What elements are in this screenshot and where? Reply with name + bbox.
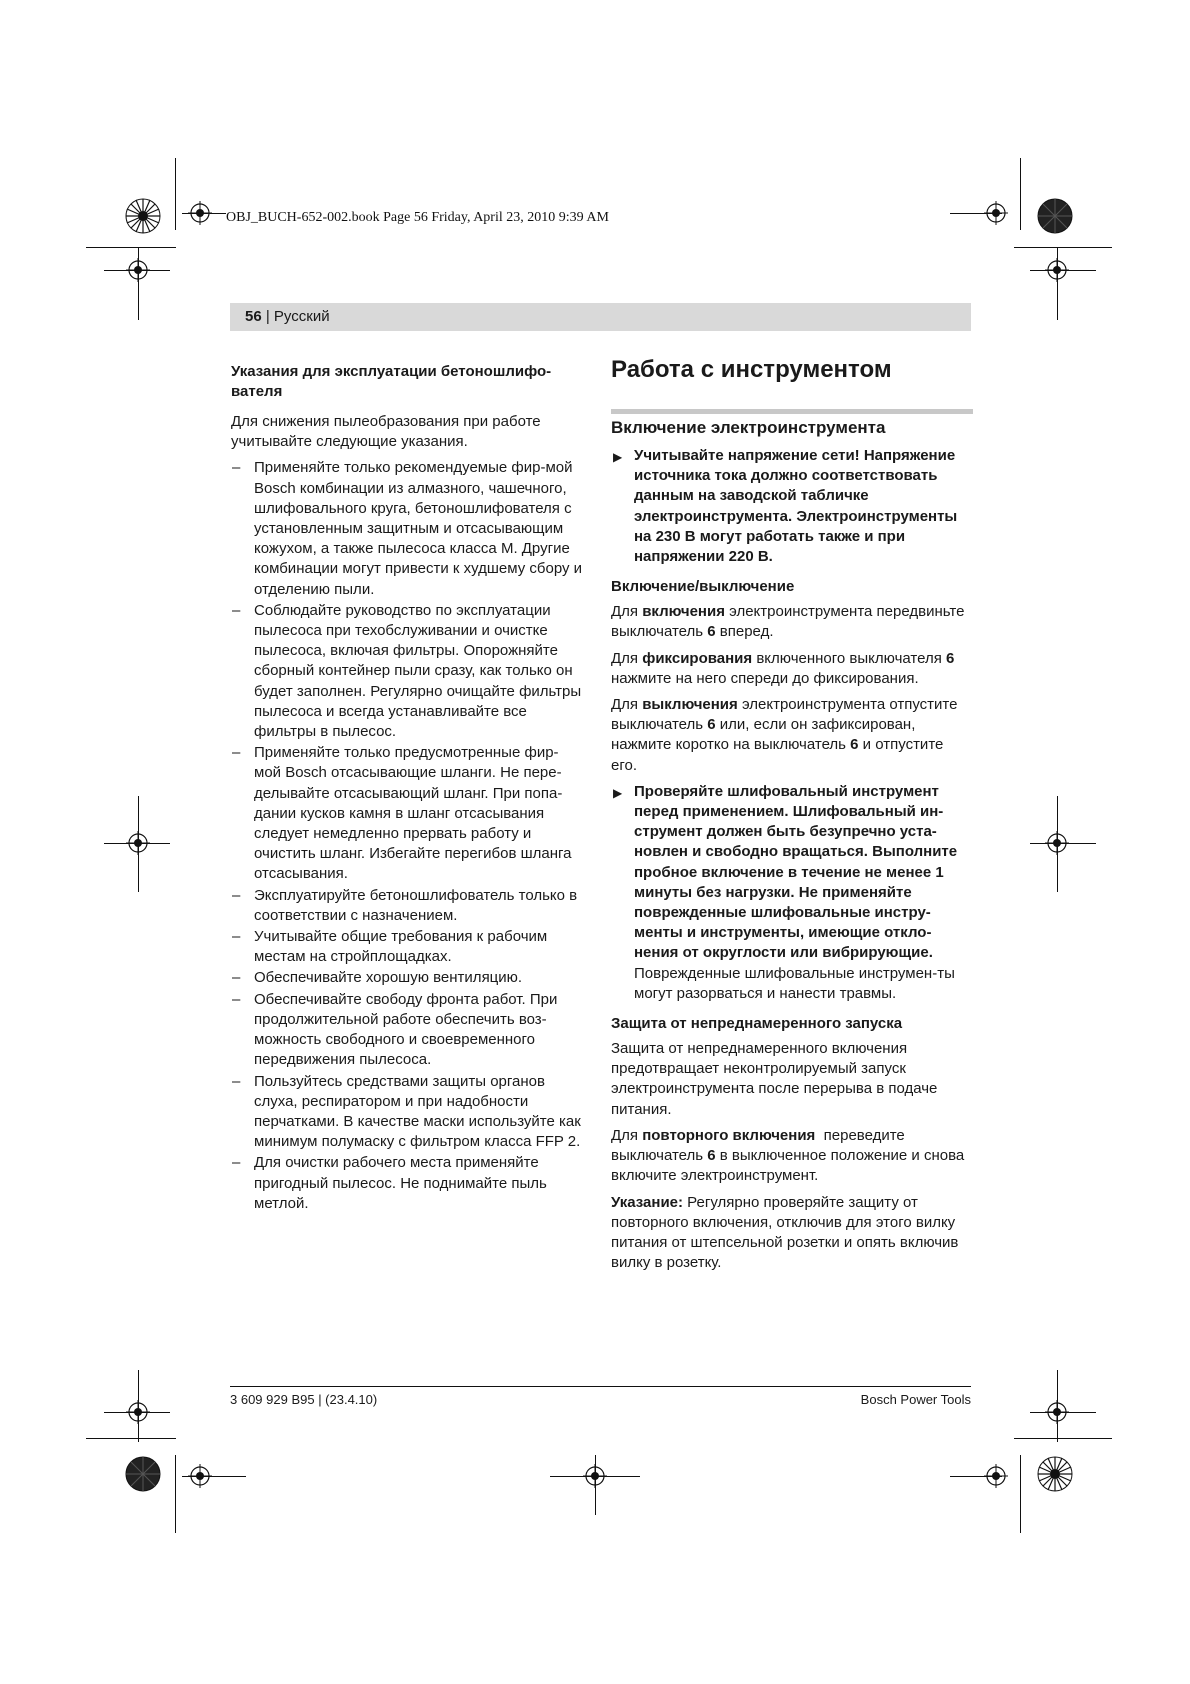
dash-bullet: –: [232, 886, 241, 904]
text: электроинструмента передвиньте выключатель: [611, 603, 965, 641]
emphasis: включения: [642, 603, 725, 621]
arrow-bullet-icon: ▶: [613, 450, 623, 464]
emphasis: повторного включения: [642, 1126, 816, 1144]
emphasis: фиксирования: [642, 649, 753, 667]
registration-disk-icon: [125, 198, 161, 234]
dash-bullet: –: [232, 601, 241, 619]
dash-bullet: –: [232, 459, 241, 477]
crop-line: [1014, 1438, 1112, 1439]
text: в выключенное положение и снова включите электроинструмент.: [611, 1147, 965, 1185]
paragraph-restart: [611, 1126, 973, 1187]
emphasis: выключения: [642, 696, 738, 714]
dash-bullet: –: [232, 744, 241, 762]
warning-item: [611, 782, 973, 1004]
note-label: Указание:: [611, 1193, 684, 1211]
crop-line: [86, 1438, 176, 1439]
part-number: 6: [945, 649, 955, 667]
list-item-text: Применяйте только рекомендуемые фир-мой Bosch комбинации из алмазного, чашечного, шлифовального круга, бетоношлифователя с установленным защитным и отсасывающим кожухом, а также пылесоса класса М. Другие комбинации могут привести к худшему сбору и отделению пыли.: [254, 459, 583, 598]
registration-disk-icon: [125, 1456, 161, 1492]
crop-line: [1020, 1455, 1021, 1533]
left-column: [231, 362, 585, 1215]
subheading: Включение/выключение: [611, 578, 795, 596]
list-item-text: Соблюдайте руководство по эксплуатации пылесоса при техобслуживании и очистке пылесоса, включая фильтры. Опорожняйте сборный контейнер пыли сразу, как только он будет заполнен. Регулярно очищайте фильтры пылесоса и всегда устанавливайте все фильтры в пылесос.: [254, 601, 582, 741]
section-heading: Включение электроинструмента: [611, 409, 973, 439]
text: Для: [611, 603, 643, 621]
list-item-text: Эксплуатируйте бетоношлифователь только в соответствии с назначением.: [254, 886, 578, 924]
crosshair-icon: [1045, 1400, 1069, 1424]
list-item: [231, 1072, 585, 1153]
note-paragraph: [611, 1193, 973, 1274]
paragraph-switch-off: [611, 695, 973, 776]
warning-text: Учитывайте напряжение сети! Напряжение источника тока должно соответствовать данным на заводской табличке электроинструмента. Электроинструменты на 230 В могут работать также и при напряжении 220 В.: [634, 447, 958, 566]
dash-bullet: –: [232, 1154, 241, 1172]
subheading: Защита от непреднамеренного запуска: [611, 1015, 903, 1033]
part-number: 6: [707, 716, 716, 734]
file-slug: OBJ_BUCH-652-002.book Page 56 Friday, April 23, 2010 9:39 AM: [226, 210, 609, 225]
part-number: 6: [707, 623, 716, 641]
registration-disk-icon: [1037, 1456, 1073, 1492]
text: переведите выключатель: [611, 1126, 909, 1165]
section-heading: Указания для эксплуатации бетоношлифо-вателя: [231, 363, 552, 400]
dash-bullet: –: [232, 928, 241, 946]
page-header: [230, 303, 971, 331]
list-item-text: Пользуйтесь средствами защиты органов слуха, респиратором и при надобности перчатками. В качестве маски используйте как минимум полумаску с фильтром класса FFP 2.: [254, 1072, 581, 1151]
dash-bullet: –: [232, 969, 241, 987]
list-item: [231, 886, 585, 926]
header-separator: |: [261, 308, 274, 325]
dash-bullet: –: [232, 990, 241, 1008]
paragraph-switch-on: [611, 602, 973, 642]
list-item: [231, 601, 585, 742]
list-item-text: Применяйте только предусмотренные фир-мой Bosch отсасывающие шланги. Не пере-делывайте отсасывающий шланг. При попа-дании кусков камня в шланг отсасывания следует немедленно прервать работу и очистить шланг. Избегайте перегибов шланга отсасывания.: [254, 744, 572, 883]
header-language: Русский: [273, 308, 330, 325]
crosshair-icon: [126, 258, 150, 282]
crosshair-icon: [1045, 831, 1069, 855]
text: включенного выключателя: [752, 649, 946, 667]
crosshair-icon: [188, 1464, 212, 1488]
text: и отпустите его.: [611, 736, 944, 774]
chapter-title: Работа с инструментом: [611, 356, 892, 383]
footer-doc-number: 3 609 929 B95 | (23.4.10): [230, 1392, 378, 1407]
crosshair-icon: [126, 831, 150, 855]
list-item: [231, 1153, 585, 1214]
part-number: 6: [707, 1147, 716, 1165]
text: Для: [611, 1126, 643, 1144]
list-item-text: Для очистки рабочего места применяйте пригодный пылесос. Не поднимайте пыль метлой.: [254, 1154, 547, 1212]
list-item-text: Учитывайте общие требования к рабочим местам на стройплощадках.: [254, 928, 548, 966]
arrow-bullet-icon: ▶: [613, 785, 623, 800]
footer-rule: [230, 1386, 971, 1387]
page-number: 56: [245, 308, 262, 325]
instruction-list: [231, 458, 585, 1214]
list-item: [231, 968, 585, 988]
warning-text: Проверяйте шлифовальный инструмент перед применением. Шлифовальный ин-струмент должен быть безупречно уста-новлен и свободно вращаться. Выполните пробное включение в течение не менее 1 минуты без нагрузки. Не применяйте поврежденные шлифовальные инстру-менты и инструменты, имеющие откло-нения от округлости или вибрирующие.: [634, 782, 958, 962]
crosshair-icon: [984, 201, 1008, 225]
list-item: [231, 990, 585, 1071]
text: Для: [611, 696, 643, 714]
text: вперед.: [715, 623, 774, 641]
crop-line: [86, 247, 176, 248]
text: или, если он зафиксирован, нажмите коротко на выключатель: [611, 716, 916, 754]
list-item-text: Обеспечивайте хорошую вентиляцию.: [254, 969, 523, 987]
dash-bullet: –: [232, 1072, 241, 1090]
intro-paragraph: Для снижения пылеобразования при работе учитывайте следующие указания.: [231, 413, 541, 451]
crosshair-icon: [1045, 258, 1069, 282]
warning-consequence: Поврежденные шлифовальные инструмен-ты могут разорваться и нанести травмы.: [634, 964, 955, 1002]
crop-line: [1020, 158, 1021, 230]
text: электроинструмента отпустите выключатель: [611, 696, 958, 734]
crosshair-icon: [188, 201, 212, 225]
warning-item: [611, 446, 973, 567]
footer-brand: Bosch Power Tools: [860, 1392, 971, 1407]
registration-disk-icon: [1037, 198, 1073, 234]
crosshair-icon: [126, 1400, 150, 1424]
list-item: [231, 743, 585, 884]
crop-line: [175, 1455, 176, 1533]
list-item-text: Обеспечивайте свободу фронта работ. При продолжительной работе обеспечить воз-можность свободного и своевременного передвижения пылесоса.: [254, 990, 558, 1069]
list-item: [231, 458, 585, 599]
part-number: 6: [850, 736, 859, 754]
text: Для: [611, 649, 643, 667]
note-text: Регулярно проверяйте защиту от повторного включения, отключив для этого вилку питания от штепсельной розетки и опять включив вилку в розетку.: [611, 1193, 959, 1272]
crop-line: [175, 158, 176, 230]
text: нажмите на него спереди до фиксирования.: [611, 669, 919, 687]
crosshair-icon: [984, 1464, 1008, 1488]
right-column: [611, 355, 973, 1279]
paragraph-lock: [611, 649, 973, 689]
crop-line: [1014, 247, 1112, 248]
crosshair-icon: [583, 1464, 607, 1488]
list-item: [231, 927, 585, 967]
paragraph-restart-protection: Защита от непреднамеренного включения предотвращает неконтролируемый запуск электроинструмента после перерыва в подаче питания.: [611, 1040, 938, 1118]
